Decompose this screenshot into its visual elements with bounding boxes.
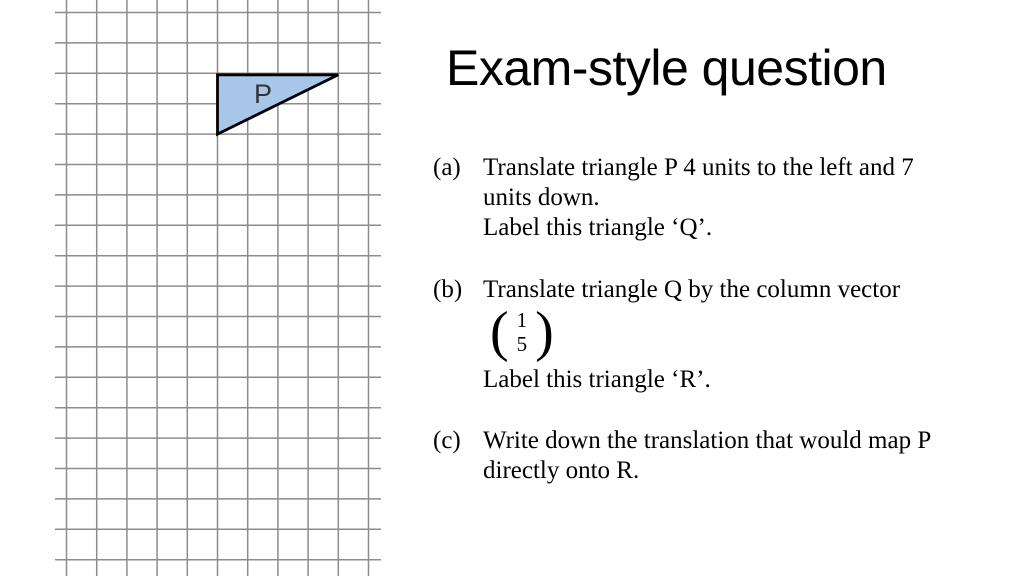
vector-open-paren: ( (490, 301, 509, 363)
page-title: Exam-style question (446, 40, 887, 96)
question-c-label: (c) (433, 427, 461, 454)
vector-values (509, 308, 536, 356)
question-a-line3: Label this triangle ‘Q’. (483, 214, 713, 241)
vector-close-paren: ) (535, 301, 554, 363)
vector-x-value: 1 (516, 308, 528, 332)
question-c-line1: Write down the translation that would map P (483, 427, 932, 454)
question-b (433, 275, 993, 305)
question-b-label: (b) (433, 276, 463, 303)
graph-paper-panel (0, 0, 420, 576)
triangle-p-label: P (254, 79, 273, 109)
question-c-line2: directly onto R. (483, 457, 640, 484)
question-c (433, 426, 993, 486)
question-b-line2: Label this triangle ‘R’. (483, 366, 711, 393)
question-b-line1: Translate triangle Q by the column vector (483, 276, 901, 303)
question-a-label: (a) (433, 154, 461, 181)
question-a (433, 153, 993, 243)
question-a-line1: Translate triangle P 4 units to the left and 7 (483, 154, 914, 181)
column-vector-notation (490, 303, 554, 361)
column-vector (490, 303, 1024, 361)
vector-y-value: 5 (516, 332, 528, 356)
question-a-line2: units down. (483, 184, 600, 211)
graph-paper (0, 0, 420, 576)
